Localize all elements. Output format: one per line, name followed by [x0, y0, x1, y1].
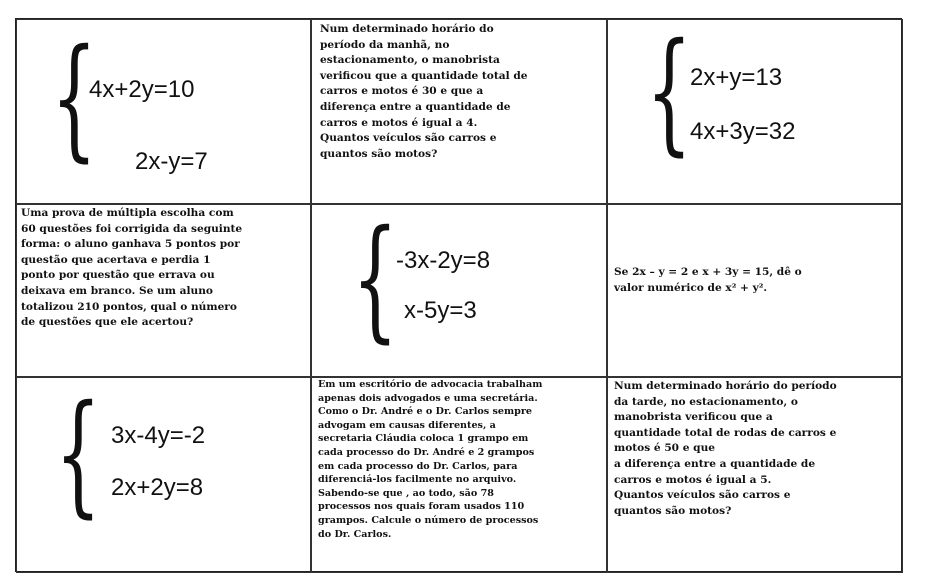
problem-text: Num determinado horário do período da tarde, no estacionamento, o manobrista verificou que a quantidade total de rodas de carros e motos é 50 e que a diferença entre a quantidade de carros e motos é igual a 5. Quantos veículos são carros e quantos são motos? — [614, 380, 837, 517]
cell-system-1 — [16, 19, 311, 204]
brace-icon: { — [646, 19, 693, 169]
cell-problem-exam — [16, 204, 311, 377]
brace-icon: { — [352, 204, 399, 356]
brace-icon: { — [51, 21, 98, 175]
equation-2: 4x+3y=32 — [690, 118, 796, 145]
cell-system-4 — [16, 377, 311, 573]
cell-system-2 — [607, 19, 903, 204]
equation-2: 2x-y=7 — [135, 148, 208, 175]
problem-text: Num determinado horário do período da manhã, no estacionamento, o manobrista verificou que a quantidade total de carros e motos é 30 e que a diferença entre a quantidade de carros e motos é igual a 4. Quantos veículos são carros e quantos são motos? — [320, 23, 528, 160]
cell-system-3 — [311, 204, 607, 377]
cell-problem-law-office — [311, 377, 607, 573]
equation-2: x-5y=3 — [404, 297, 477, 324]
cell-problem-parking-morning — [311, 19, 607, 204]
cell-problem-parking-afternoon — [607, 377, 903, 573]
equation-1: -3x-2y=8 — [396, 247, 491, 274]
problem-text: Se 2x – y = 2 e x + 3y = 15, dê o valor numérico de x² + y². — [614, 266, 802, 294]
equation-1: 2x+y=13 — [690, 64, 783, 91]
problem-text: Uma prova de múltipla escolha com 60 questões foi corrigida da seguinte forma: o aluno ganhava 5 pontos por questão que acertava e perdia 1 ponto por questão que errava ou deixava em branco. Se um aluno totalizou 210 pontos, qual o número de questões que ele acertou? — [21, 207, 243, 329]
equation-2: 2x+2y=8 — [111, 474, 204, 501]
problem-text: Em um escritório de advocacia trabalham apenas dois advogados e uma secretária. Como o Dr. André e o Dr. Carlos sempre advogam em causas diferentes, a secretaria Cláudia coloca 1 grampo em cada processo do Dr. André e 2 grampos em cada processo do Dr. Carlos, para diferenciá-los facilmente no arquivo. Sabendo-se que , ao todo, são 78 processos nos quais foram usados 110 grampos. Calcule o número de processos do Dr. Carlos. — [318, 379, 543, 540]
equation-1: 4x+2y=10 — [89, 76, 195, 103]
equation-1: 3x-4y=-2 — [111, 422, 206, 449]
brace-icon: { — [55, 377, 102, 531]
cell-problem-squares — [607, 204, 903, 377]
exercise-table — [15, 18, 902, 572]
